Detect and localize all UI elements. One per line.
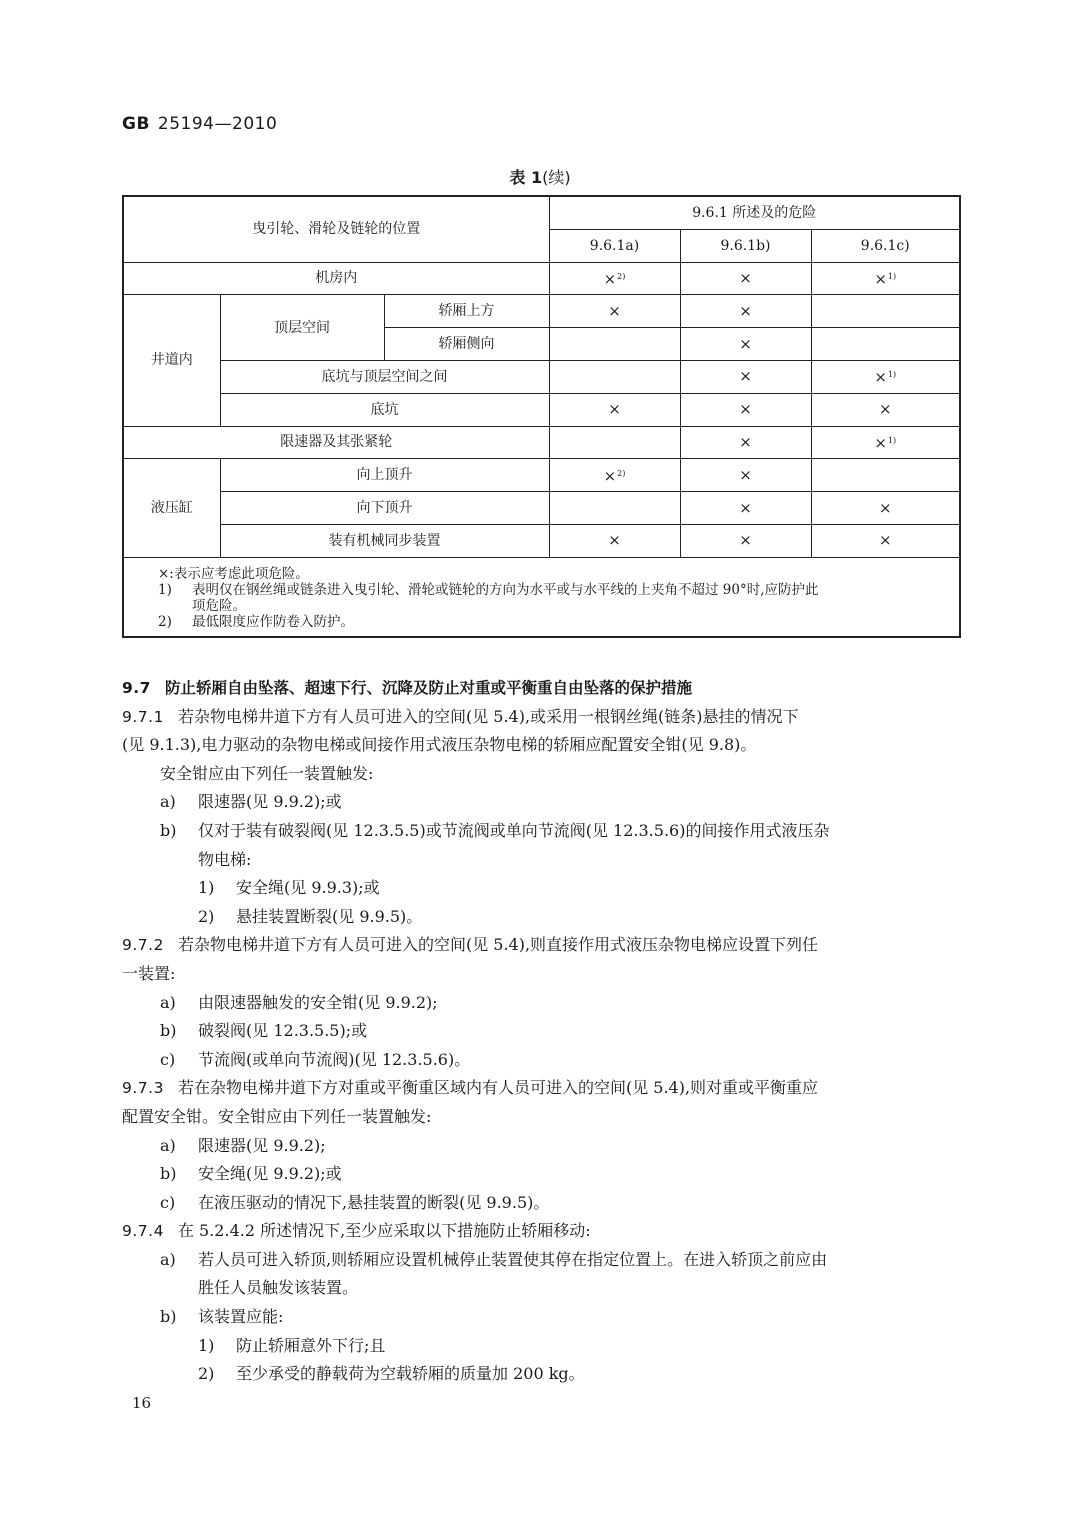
row-label-headroom: 顶层空间 <box>220 295 384 361</box>
table-caption-continued: (续) <box>542 168 571 187</box>
cell-mark: × <box>680 360 811 393</box>
row-label-above-car: 轿厢上方 <box>384 295 549 328</box>
list-item: a) 限速器(见 9.9.2);或 <box>160 792 342 812</box>
page-number: 16 <box>132 1394 152 1412</box>
header-col-a: 9.6.1a) <box>549 229 680 262</box>
header-location: 曳引轮、滑轮及链轮的位置 <box>123 196 549 262</box>
cell-mark: ×$^{2)}$ <box>549 459 680 492</box>
row-label-side-car: 轿厢侧向 <box>384 328 549 361</box>
cell-mark: ×$^{1)}$ <box>811 262 960 295</box>
hazard-table <box>122 195 961 638</box>
cell-empty <box>811 295 960 328</box>
clause-9-7-2-cont: 一装置: <box>122 963 176 983</box>
row-label-pit-headroom: 底坑与顶层空间之间 <box>220 360 549 393</box>
cell-mark: × <box>680 459 811 492</box>
cell-mark: × <box>680 295 811 328</box>
cell-empty <box>549 360 680 393</box>
list-item: 1) 安全绳(见 9.9.3);或 <box>198 878 380 898</box>
list-item: b) 破裂阀(见 12.3.5.5);或 <box>160 1021 368 1041</box>
row-label-shaft: 井道内 <box>123 295 220 426</box>
cell-mark: ×$^{1)}$ <box>811 426 960 459</box>
list-item: 2) 悬挂装置断裂(见 9.9.5)。 <box>198 906 423 926</box>
list-item: a) 若人员可进入轿顶,则轿厢应设置机械停止装置使其停在指定位置上。在进入轿顶之前应由 <box>160 1249 828 1269</box>
clause-9-7-4: 9.7.4 在 5.2.4.2 所述情况下,至少应采取以下措施防止轿厢移动: <box>122 1221 591 1241</box>
header-col-c: 9.6.1c) <box>811 229 960 262</box>
cell-mark: × <box>811 393 960 426</box>
row-label-upward: 向上顶升 <box>220 459 549 492</box>
standard-code: 25194—2010 <box>157 114 278 134</box>
table-row <box>123 262 960 295</box>
cell-mark: × <box>549 393 680 426</box>
cell-mark: × <box>680 328 811 361</box>
row-label-machine-room: 机房内 <box>123 262 549 295</box>
body-text <box>122 674 962 1389</box>
cell-mark: × <box>811 492 960 525</box>
list-item: b) 仅对于装有破裂阀(见 12.3.5.5)或节流阀或单向节流阀(见 12.3.5.6)的间接作用式液压杂 <box>160 820 830 840</box>
list-item-cont: 胜任人员触发该装置。 <box>198 1278 359 1298</box>
table-row <box>123 295 960 328</box>
cell-mark: × <box>680 524 811 557</box>
cell-mark: × <box>549 295 680 328</box>
list-item: b) 该装置应能: <box>160 1307 284 1327</box>
table-caption <box>0 165 1080 188</box>
table-row <box>123 459 960 492</box>
cell-mark: × <box>811 524 960 557</box>
table-notes <box>123 557 960 637</box>
row-label-governor: 限速器及其张紧轮 <box>123 426 549 459</box>
table-row <box>123 393 960 426</box>
list-item-cont: 物电梯: <box>198 849 252 869</box>
note-1-continued: 项危险。 <box>192 597 246 614</box>
list-item: a) 由限速器触发的安全钳(见 9.9.2); <box>160 992 438 1012</box>
cell-mark: × <box>680 262 811 295</box>
row-label-downward: 向下顶升 <box>220 492 549 525</box>
table-row <box>123 524 960 557</box>
clause-9-7-3: 9.7.3 若在杂物电梯井道下方对重或平衡重区域内有人员可进入的空间(见 5.4),则对重或平衡重应 <box>122 1078 819 1098</box>
clause-9-7-1-p2: 安全钳应由下列任一装置触发: <box>160 763 374 783</box>
table-caption-label: 表 1 <box>509 168 543 187</box>
note-1: 1) 表明仅在钢丝绳或链条进入曳引轮、滑轮或链轮的方向为水平或与水平线的上夹角不超过 90°时,应防护此 <box>158 581 819 598</box>
cell-empty <box>549 492 680 525</box>
standard-number <box>122 114 277 134</box>
cell-mark: × <box>680 492 811 525</box>
table-row <box>123 360 960 393</box>
list-item: 2) 至少承受的静载荷为空载轿厢的质量加 200 kg。 <box>198 1364 585 1384</box>
cell-mark: ×$^{2)}$ <box>549 262 680 295</box>
header-col-b: 9.6.1b) <box>680 229 811 262</box>
list-item: b) 安全绳(见 9.9.2);或 <box>160 1164 342 1184</box>
clause-9-7-1-cont: (见 9.1.3),电力驱动的杂物电梯或间接作用式液压杂物电梯的轿厢应配置安全钳(见 9.8)。 <box>122 735 757 755</box>
cell-empty <box>549 426 680 459</box>
clause-9-7-3-cont: 配置安全钳。安全钳应由下列任一装置触发: <box>122 1106 432 1126</box>
cell-empty <box>549 328 680 361</box>
list-item: 1) 防止轿厢意外下行;且 <box>198 1335 386 1355</box>
table-row <box>123 492 960 525</box>
section-9-7-heading: 9.7 防止轿厢自由坠落、超速下行、沉降及防止对重或平衡重自由坠落的保护措施 <box>122 679 692 697</box>
cell-empty <box>811 328 960 361</box>
list-item: c) 在液压驱动的情况下,悬挂装置的断裂(见 9.9.5)。 <box>160 1192 550 1212</box>
row-label-cylinder: 液压缸 <box>123 459 220 557</box>
clause-9-7-2: 9.7.2 若杂物电梯井道下方有人员可进入的空间(见 5.4),则直接作用式液压杂物电梯应设置下列任 <box>122 935 819 955</box>
note-2: 2) 最低限度应作防卷入防护。 <box>158 613 354 630</box>
row-label-pit: 底坑 <box>220 393 549 426</box>
list-item: a) 限速器(见 9.9.2); <box>160 1135 326 1155</box>
list-item: c) 节流阀(或单向节流阀)(见 12.3.5.6)。 <box>160 1049 471 1069</box>
header-hazard: 9.6.1 所述及的危险 <box>549 196 960 229</box>
cell-mark: × <box>549 524 680 557</box>
standard-prefix: GB <box>122 114 150 134</box>
cell-mark: × <box>680 426 811 459</box>
table-row <box>123 426 960 459</box>
cell-mark: ×$^{1)}$ <box>811 360 960 393</box>
cell-mark: × <box>680 393 811 426</box>
note-legend: ×:表示应考虑此项危险。 <box>158 565 309 582</box>
row-label-sync: 装有机械同步装置 <box>220 524 549 557</box>
cell-empty <box>811 459 960 492</box>
clause-9-7-1: 9.7.1 若杂物电梯井道下方有人员可进入的空间(见 5.4),或采用一根钢丝绳(链条)悬挂的情况下 <box>122 706 799 726</box>
